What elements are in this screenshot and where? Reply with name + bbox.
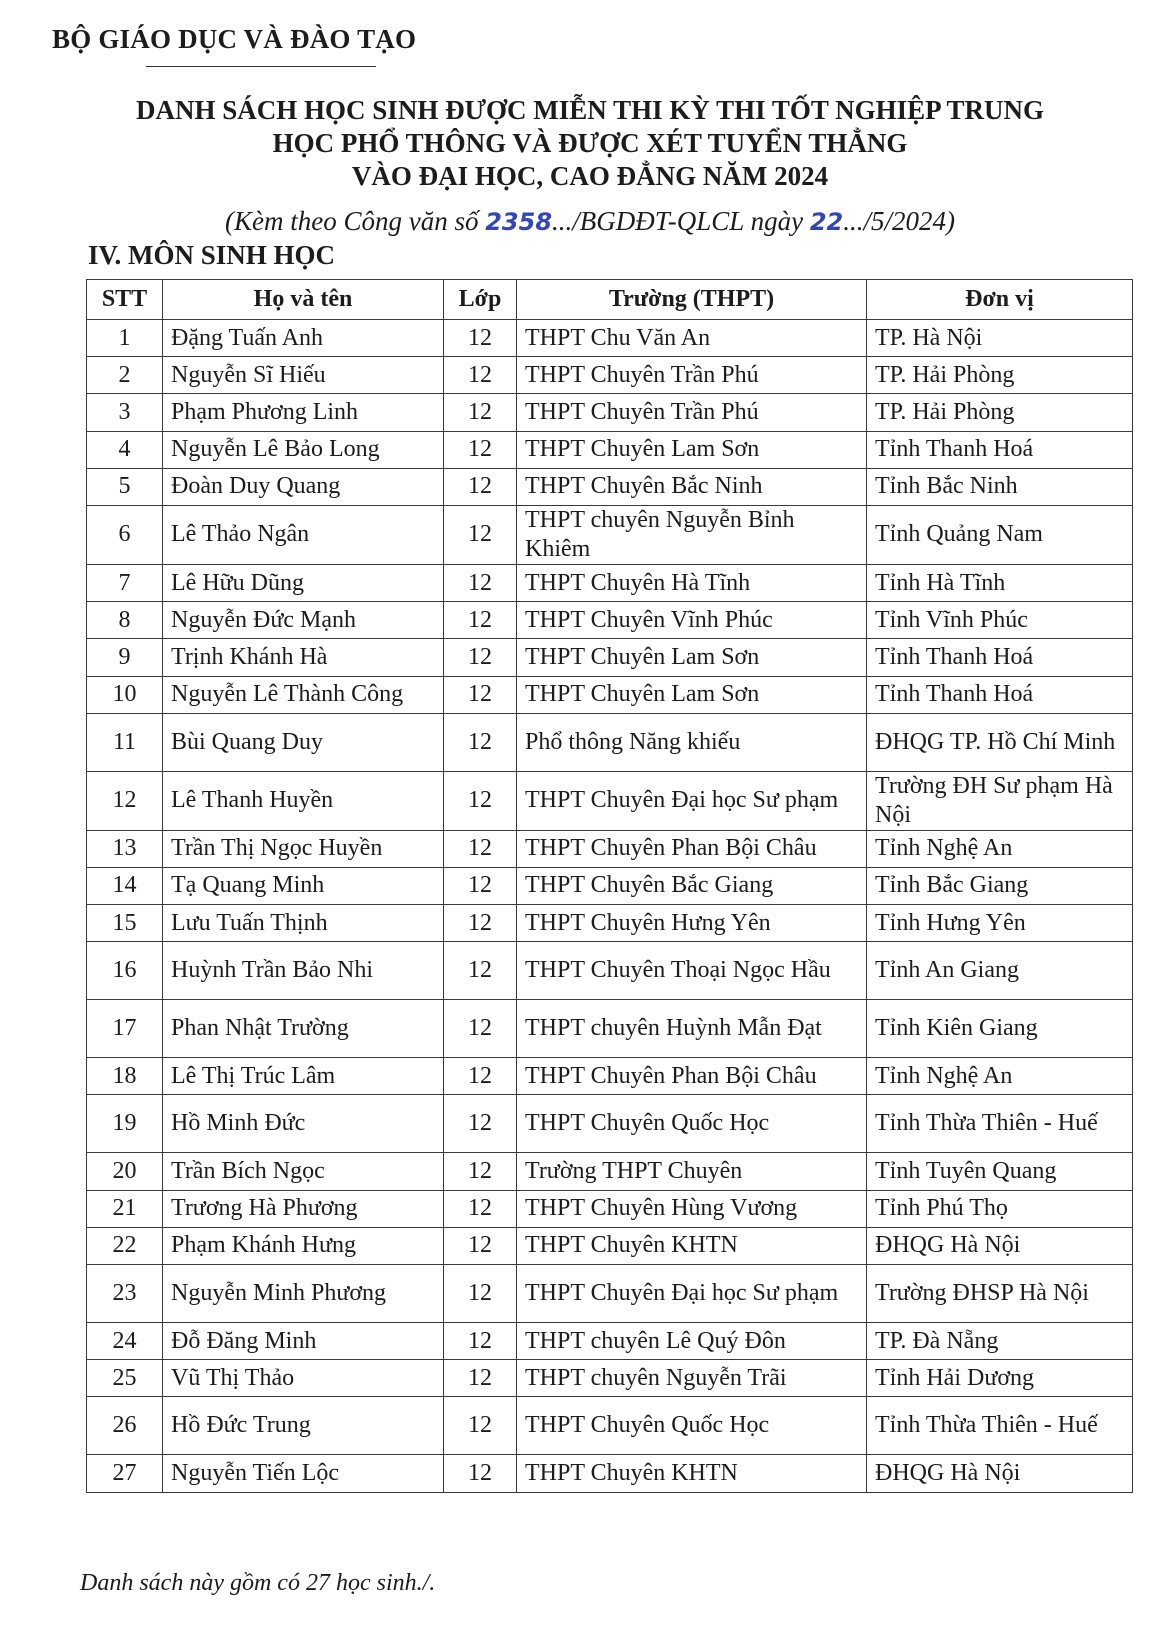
cell-name: Nguyễn Lê Thành Công xyxy=(163,676,444,713)
cell-name: Nguyễn Đức Mạnh xyxy=(163,602,444,639)
cell-school: THPT Chuyên Đại học Sư phạm xyxy=(517,771,867,830)
table-row xyxy=(87,1265,1133,1323)
reference-prefix: (Kèm theo Công văn số xyxy=(225,206,486,236)
cell-school: THPT Chuyên Thoại Ngọc Hầu xyxy=(517,942,867,1000)
cell-name: Đặng Tuấn Anh xyxy=(163,320,444,357)
cell-stt: 4 xyxy=(87,431,163,468)
table-row xyxy=(87,1397,1133,1455)
cell-school: THPT Chuyên Trần Phú xyxy=(517,394,867,431)
cell-name: Đỗ Đăng Minh xyxy=(163,1323,444,1360)
cell-stt: 5 xyxy=(87,468,163,505)
header-stt: STT xyxy=(87,280,163,320)
table-row xyxy=(87,357,1133,394)
section-heading: IV. MÔN SINH HỌC xyxy=(88,240,336,270)
cell-school: THPT Chuyên Trần Phú xyxy=(517,357,867,394)
cell-grade: 12 xyxy=(444,1095,517,1153)
cell-school: THPT chuyên Lê Quý Đôn xyxy=(517,1323,867,1360)
cell-grade: 12 xyxy=(444,942,517,1000)
student-table xyxy=(86,279,1133,1493)
cell-stt: 15 xyxy=(87,905,163,942)
cell-unit: Tỉnh Thanh Hoá xyxy=(867,676,1133,713)
title-line-2: HỌC PHỔ THÔNG VÀ ĐƯỢC XÉT TUYỂN THẲNG xyxy=(272,128,908,158)
cell-name: Lê Thanh Huyền xyxy=(163,771,444,830)
cell-grade: 12 xyxy=(444,468,517,505)
cell-stt: 9 xyxy=(87,639,163,676)
cell-unit: Tỉnh An Giang xyxy=(867,942,1133,1000)
header-school: Trường (THPT) xyxy=(517,280,867,320)
cell-stt: 27 xyxy=(87,1455,163,1492)
table-row xyxy=(87,1058,1133,1095)
table-row xyxy=(87,431,1133,468)
cell-stt: 13 xyxy=(87,830,163,867)
cell-school: THPT Chuyên Lam Sơn xyxy=(517,431,867,468)
cell-grade: 12 xyxy=(444,1265,517,1323)
cell-unit: Tỉnh Thanh Hoá xyxy=(867,639,1133,676)
cell-school: THPT Chuyên Hà Tĩnh xyxy=(517,564,867,601)
table-row xyxy=(87,1190,1133,1227)
cell-unit: Trường ĐH Sư phạm Hà Nội xyxy=(867,771,1133,830)
cell-unit: TP. Hải Phòng xyxy=(867,357,1133,394)
cell-grade: 12 xyxy=(444,1000,517,1058)
cell-unit: Tỉnh Bắc Giang xyxy=(867,867,1133,904)
cell-grade: 12 xyxy=(444,1190,517,1227)
cell-name: Nguyễn Minh Phương xyxy=(163,1265,444,1323)
cell-name: Lê Thảo Ngân xyxy=(163,505,444,564)
cell-name: Phạm Phương Linh xyxy=(163,394,444,431)
cell-unit: Tỉnh Hải Dương xyxy=(867,1360,1133,1397)
table-row xyxy=(87,676,1133,713)
reference-middle: .../BGDĐT-QLCL ngày xyxy=(552,206,810,236)
cell-name: Tạ Quang Minh xyxy=(163,867,444,904)
cell-unit: Tỉnh Bắc Ninh xyxy=(867,468,1133,505)
cell-stt: 7 xyxy=(87,564,163,601)
cell-grade: 12 xyxy=(444,639,517,676)
cell-school: THPT chuyên Nguyễn Bỉnh Khiêm xyxy=(517,505,867,564)
cell-stt: 14 xyxy=(87,867,163,904)
cell-grade: 12 xyxy=(444,505,517,564)
cell-unit: Tỉnh Phú Thọ xyxy=(867,1190,1133,1227)
table-row xyxy=(87,942,1133,1000)
table-row xyxy=(87,1000,1133,1058)
cell-stt: 18 xyxy=(87,1058,163,1095)
cell-name: Hồ Đức Trung xyxy=(163,1397,444,1455)
header-grade: Lớp xyxy=(444,280,517,320)
cell-stt: 12 xyxy=(87,771,163,830)
header-unit: Đơn vị xyxy=(867,280,1133,320)
cell-name: Hồ Minh Đức xyxy=(163,1095,444,1153)
cell-unit: Trường ĐHSP Hà Nội xyxy=(867,1265,1133,1323)
cell-school: Trường THPT Chuyên xyxy=(517,1153,867,1190)
cell-name: Nguyễn Lê Bảo Long xyxy=(163,431,444,468)
cell-stt: 8 xyxy=(87,602,163,639)
cell-grade: 12 xyxy=(444,431,517,468)
cell-unit: Tỉnh Quảng Nam xyxy=(867,505,1133,564)
cell-school: THPT Chuyên Lam Sơn xyxy=(517,676,867,713)
cell-grade: 12 xyxy=(444,1227,517,1264)
cell-stt: 3 xyxy=(87,394,163,431)
table-row xyxy=(87,1323,1133,1360)
table-row xyxy=(87,1095,1133,1153)
cell-school: THPT Chuyên Lam Sơn xyxy=(517,639,867,676)
cell-grade: 12 xyxy=(444,357,517,394)
cell-stt: 25 xyxy=(87,1360,163,1397)
cell-grade: 12 xyxy=(444,1360,517,1397)
cell-school: THPT Chuyên Hùng Vương xyxy=(517,1190,867,1227)
cell-unit: Tỉnh Nghệ An xyxy=(867,1058,1133,1095)
cell-grade: 12 xyxy=(444,320,517,357)
footer-note: Danh sách này gồm có 27 học sinh./. xyxy=(80,1570,436,1596)
cell-unit: Tỉnh Thanh Hoá xyxy=(867,431,1133,468)
cell-unit: ĐHQG TP. Hồ Chí Minh xyxy=(867,713,1133,771)
table-row xyxy=(87,505,1133,564)
table-row xyxy=(87,1227,1133,1264)
document-reference xyxy=(40,204,1140,239)
cell-grade: 12 xyxy=(444,771,517,830)
cell-unit: ĐHQG Hà Nội xyxy=(867,1227,1133,1264)
cell-school: Phổ thông Năng khiếu xyxy=(517,713,867,771)
title-line-3: VÀO ĐẠI HỌC, CAO ĐẲNG NĂM 2024 xyxy=(351,161,829,191)
cell-unit: ĐHQG Hà Nội xyxy=(867,1455,1133,1492)
cell-grade: 12 xyxy=(444,1058,517,1095)
table-row xyxy=(87,564,1133,601)
cell-grade: 12 xyxy=(444,830,517,867)
cell-grade: 12 xyxy=(444,394,517,431)
cell-stt: 21 xyxy=(87,1190,163,1227)
header-name: Họ và tên xyxy=(163,280,444,320)
cell-unit: Tỉnh Tuyên Quang xyxy=(867,1153,1133,1190)
table-row xyxy=(87,867,1133,904)
cell-unit: Tỉnh Thừa Thiên - Huế xyxy=(867,1397,1133,1455)
table-row xyxy=(87,905,1133,942)
cell-grade: 12 xyxy=(444,1397,517,1455)
table-row xyxy=(87,1360,1133,1397)
cell-school: THPT Chuyên Đại học Sư phạm xyxy=(517,1265,867,1323)
cell-stt: 2 xyxy=(87,357,163,394)
cell-name: Trần Thị Ngọc Huyền xyxy=(163,830,444,867)
cell-name: Huỳnh Trần Bảo Nhi xyxy=(163,942,444,1000)
cell-stt: 22 xyxy=(87,1227,163,1264)
cell-stt: 26 xyxy=(87,1397,163,1455)
cell-name: Đoàn Duy Quang xyxy=(163,468,444,505)
table-row xyxy=(87,394,1133,431)
cell-school: THPT Chuyên Phan Bội Châu xyxy=(517,1058,867,1095)
cell-grade: 12 xyxy=(444,602,517,639)
cell-name: Trần Bích Ngọc xyxy=(163,1153,444,1190)
cell-name: Nguyễn Tiến Lộc xyxy=(163,1455,444,1492)
cell-unit: TP. Hà Nội xyxy=(867,320,1133,357)
cell-school: THPT Chuyên KHTN xyxy=(517,1227,867,1264)
cell-school: THPT Chuyên Vĩnh Phúc xyxy=(517,602,867,639)
ministry-underline xyxy=(146,66,376,67)
cell-grade: 12 xyxy=(444,867,517,904)
cell-grade: 12 xyxy=(444,1323,517,1360)
cell-stt: 19 xyxy=(87,1095,163,1153)
cell-unit: Tỉnh Hưng Yên xyxy=(867,905,1133,942)
cell-school: THPT Chuyên Bắc Ninh xyxy=(517,468,867,505)
table-row xyxy=(87,602,1133,639)
document-title xyxy=(40,94,1140,193)
cell-grade: 12 xyxy=(444,905,517,942)
cell-stt: 1 xyxy=(87,320,163,357)
cell-name: Lưu Tuấn Thịnh xyxy=(163,905,444,942)
cell-grade: 12 xyxy=(444,676,517,713)
cell-stt: 6 xyxy=(87,505,163,564)
cell-unit: Tỉnh Thừa Thiên - Huế xyxy=(867,1095,1133,1153)
cell-name: Vũ Thị Thảo xyxy=(163,1360,444,1397)
table-row xyxy=(87,771,1133,830)
cell-grade: 12 xyxy=(444,1455,517,1492)
reference-suffix: .../5/2024) xyxy=(843,206,955,236)
cell-grade: 12 xyxy=(444,1153,517,1190)
cell-unit: Tỉnh Kiên Giang xyxy=(867,1000,1133,1058)
cell-stt: 16 xyxy=(87,942,163,1000)
cell-name: Trương Hà Phương xyxy=(163,1190,444,1227)
cell-school: THPT Chu Văn An xyxy=(517,320,867,357)
cell-name: Phan Nhật Trường xyxy=(163,1000,444,1058)
cell-stt: 17 xyxy=(87,1000,163,1058)
table-row xyxy=(87,830,1133,867)
table-row xyxy=(87,1455,1133,1492)
ministry-name: BỘ GIÁO DỤC VÀ ĐÀO TẠO xyxy=(52,24,417,54)
cell-school: THPT chuyên Huỳnh Mẫn Đạt xyxy=(517,1000,867,1058)
table-header-row xyxy=(87,280,1133,320)
cell-name: Nguyễn Sĩ Hiếu xyxy=(163,357,444,394)
cell-school: THPT Chuyên Phan Bội Châu xyxy=(517,830,867,867)
cell-school: THPT Chuyên KHTN xyxy=(517,1455,867,1492)
cell-unit: Tỉnh Vĩnh Phúc xyxy=(867,602,1133,639)
table-row xyxy=(87,1153,1133,1190)
cell-school: THPT Chuyên Quốc Học xyxy=(517,1095,867,1153)
cell-school: THPT Chuyên Bắc Giang xyxy=(517,867,867,904)
cell-stt: 10 xyxy=(87,676,163,713)
cell-name: Phạm Khánh Hưng xyxy=(163,1227,444,1264)
cell-school: THPT Chuyên Hưng Yên xyxy=(517,905,867,942)
cell-name: Bùi Quang Duy xyxy=(163,713,444,771)
table-row xyxy=(87,639,1133,676)
cell-unit: Tỉnh Hà Tĩnh xyxy=(867,564,1133,601)
cell-school: THPT chuyên Nguyễn Trãi xyxy=(517,1360,867,1397)
cell-grade: 12 xyxy=(444,713,517,771)
cell-stt: 11 xyxy=(87,713,163,771)
handwritten-day: 22 xyxy=(809,208,844,236)
cell-stt: 24 xyxy=(87,1323,163,1360)
cell-name: Lê Thị Trúc Lâm xyxy=(163,1058,444,1095)
cell-unit: Tỉnh Nghệ An xyxy=(867,830,1133,867)
cell-school: THPT Chuyên Quốc Học xyxy=(517,1397,867,1455)
cell-unit: TP. Hải Phòng xyxy=(867,394,1133,431)
table-row xyxy=(87,713,1133,771)
cell-name: Lê Hữu Dũng xyxy=(163,564,444,601)
table-row xyxy=(87,468,1133,505)
cell-name: Trịnh Khánh Hà xyxy=(163,639,444,676)
cell-grade: 12 xyxy=(444,564,517,601)
handwritten-doc-number: 2358 xyxy=(485,208,553,236)
cell-stt: 23 xyxy=(87,1265,163,1323)
cell-unit: TP. Đà Nẵng xyxy=(867,1323,1133,1360)
table-row xyxy=(87,320,1133,357)
title-line-1: DANH SÁCH HỌC SINH ĐƯỢC MIỄN THI KỲ THI TỐT NGHIỆP TRUNG xyxy=(136,95,1044,125)
cell-stt: 20 xyxy=(87,1153,163,1190)
